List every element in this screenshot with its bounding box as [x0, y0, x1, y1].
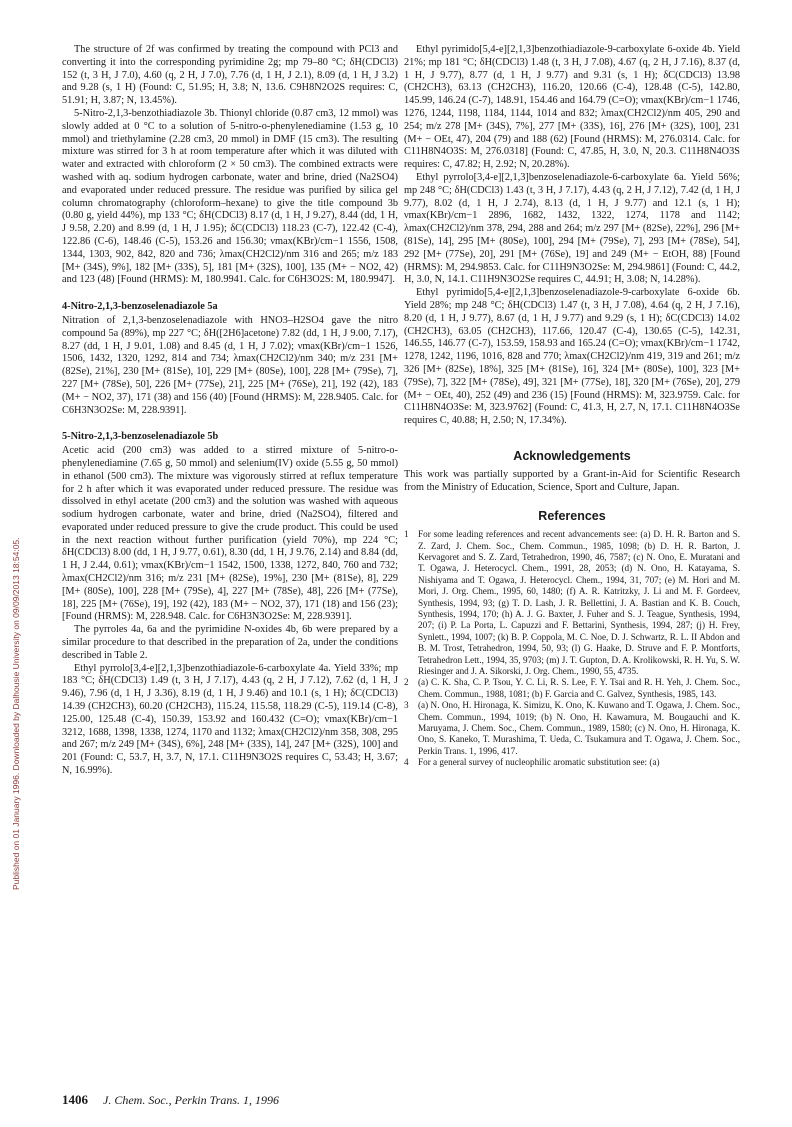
heading-5a: 4-Nitro-2,1,3-benzoselenadiazole 5a: [62, 301, 218, 313]
right-column: [404, 44, 740, 769]
references-heading: References: [538, 509, 606, 524]
reference-text: (a) N. Ono, H. Hironaga, K. Simizu, K. Ono, K. Kuwano and T. Ogawa, J. Chem. Soc., Chem. Commun., 1994, 1019; (b) N. Ono, H. Kawamura, M. Bougauchi and K. Maruyama, J. Chem. Soc., Chem. Commun., 1989, 1580; (c) N. Ono, H. Hironaga, K. Ono, S. Kaneko, T. Murashima, T. Ueda, C. Tsukamura and T. Ogawa, J. Chem. Soc., Perkin Trans. 1, 1996, 417.: [418, 700, 740, 756]
reference-item: [404, 529, 740, 677]
reference-list: [404, 529, 740, 769]
reference-number: 3: [404, 700, 409, 711]
acknowledgements-heading: Acknowledgements: [513, 448, 631, 463]
download-note-text: Published on 01 January 1996. Downloaded by Dalhousie University on 09/09/2013 18:54:05.: [11, 537, 21, 890]
paragraph-6b: Ethyl pyrimido[5,4-e][2,1,3]benzoselenadiazole-9-carboxylate 6-oxide 6b. Yield 28%; mp 248 °C; δH(CDCl3) 1.47 (t, 3 H, J 7.08), 4.64 (q, 2 H, J 7.16), 8.20 (d, 1 H, J 9.77), 8.67 (d, 1 H, J 9.77) and 9.29 (s, 1 H); δC(CDCl3) 14.02 (CH2CH3), 63.05 (CH2CH3), 117.66, 120.47 (C-4), 130.65 (C-5), 142.31, 146.55, 146.77 (C-7), 153.59, 158.93 and 165.24 (C=O); νmax(KBr)/cm−1 1742, 1278, 1242, 1196, 1016, 828 and 770; λmax(CH2Cl2)/nm 419, 319 and 261; m/z 326 [M+ (82Se), 18%], 325 [M+ (81Se), 16], 324 [M+ (80Se), 100], 323 [M+ (79Se), 7], 322 [M+ (78Se), 49], 321 [M+ (77Se), 18], 320 [M+ (76Se), 20], 279 (M+ − OEt, 40), 252 (49) and 236 (15) [Found (HRMS): M, 323.9759. Calc. for C11H8N4O3Se: M, 323.9762] (Found: C, 41.3, H, 2.7, N, 17.1. C11H8N4O3Se requires C, 40.88; H, 2.50; N, 17.34%).: [404, 287, 741, 427]
journal-citation: J. Chem. Soc., Perkin Trans. 1, 1996: [103, 1093, 279, 1107]
reference-number: 1: [404, 529, 409, 540]
reference-text: (a) C. K. Sha, C. P. Tsou, Y. C. Li, R. S. Lee, F. Y. Tsai and R. H. Yeh, J. Chem. Soc., Chem. Commun., 1988, 1081; (b) F. Garcia and C. Galvez, Synthesis, 1985, 143.: [418, 677, 740, 699]
reference-text: For some leading references and recent advancements see: (a) D. H. R. Barton and S. Z. Zard, J. Chem. Soc., Chem. Commun., 1985, 1098; (b) D. H. R. Barton, J. Kervagoret and S. Z. Zard, Tetrahedron, 1990, 46, 7587; (c) N. Ono, E. Muratani and T. Ogawa, J. Heterocycl. Chem., 1991, 28, 2053; (d) N. Ono, H. Katayama, S. Nishiyama and T. Ogawa, J. Heterocycl. Chem., 1994, 31, 707; (e) M. Hori and M. Mori, J. Org. Chem., 1995, 60, 1480; (f) A. R. Katritzky, J. Li and M. F. Gordeev, Synthesis, 1994, 93; (g) T. D. Lash, J. R. Bellettini, J. A. Bastian and K. B. Couch, Synthesis, 1994, 170; (h) A. J. G. Baxter, J. Fuher and S. J. Teague, Synthesis, 1994, 207; (i) P. La Porta, L. Capuzzi and F. Bettarini, Synthesis, 1994, 287; (j) H. Frey, Synlett., 1994, 1007; (k) B. P. Coppola, M. C. Noe, D. J. Schwartz, R. L. II Abdon and B. M. Trost, Tetrahedron, 1994, 50, 93; (l) G. Haake, D. Struve and F. P. Montforts, Tetrahedron Lett., 1994, 35, 9703; (m) J. T. Gupton, D. A. Krolikowski, R. H. Yu, S. W. Riesinger and J. A. Sikorski, J. Org. Chem., 1990, 55, 4735.: [418, 529, 741, 676]
paragraph-6a: Ethyl pyrrolo[3,4-e][2,1,3]benzoselenadiazole-6-carboxylate 6a. Yield 56%; mp 248 °C; δH(CDCl3) 1.43 (t, 3 H, J 7.17), 4.43 (q, 2 H, J 7.12), 7.42 (d, 1 H, J 9.77), 8.02 (d, 1 H, J 2.74), 8.13 (d, 1 H, J 9.77) and 12.1 (s, 1 H); νmax(KBr)/cm−1 2896, 1682, 1432, 1322, 1274, 1178 and 1142; λmax(CH2Cl2)/nm 378, 294, 288 and 264; m/z 297 [M+ (82Se), 22%], 296 [M+ (81Se), 14], 295 [M+ (80Se), 100], 294 [M+ (79Se), 7], 293 [M+ (78Se), 54], 292 [M+ (77Se), 20], 291 [M+ (76Se), 19] and 249 (M+ − EtOH, 88) [Found (HRMS): M, 294.9853. Calc. for C11H9N3O2Se: M, 294.9861] (Found: C, 44.2, H, 3.0, N, 14.1. C11H9N3O2Se requires C, 44.91; H, 3.08; N, 14.28%).: [404, 171, 740, 286]
reference-item: [404, 700, 740, 757]
page-number: 1406: [62, 1092, 88, 1107]
paragraph-pyrroles: The pyrroles 4a, 6a and the pyrimidine N-oxides 4b, 6b were prepared by a similar procedure to that described in the preparation of 2a, under the conditions described in Table 2.: [62, 624, 398, 661]
heading-5b: 5-Nitro-2,1,3-benzoselenadiazole 5b: [62, 431, 219, 443]
page-footer: [62, 1092, 279, 1108]
paragraph-2g: The structure of 2f was confirmed by treating the compound with PCl3 and converting it into the corresponding pyrimidine 2g; mp 79–80 °C; δH(CDCl3) 152 (t, 3 H, J 7.0), 4.60 (q, 2 H, J 7.0), 7.76 (d, 1 H, J 2.1), 8.09 (d, 1 H, J 3.2) and 9.28 (s, 1 H) (Found: C, 51.95; H, 3.8; N, 13.6. C9H8N2O2S requires: C, 51.91; H, 3.87; N, 13.45%).: [62, 44, 398, 107]
paragraph-4a: Ethyl pyrrolo[3,4-e][2,1,3]benzothiadiazole-6-carboxylate 4a. Yield 33%; mp 183 °C; δH(CDCl3) 1.49 (t, 3 H, J 7.17), 4.43 (q, 2 H, J 7.12), 7.62 (d, 1 H, J 9.46), 7.96 (d, 1 H, J 3.36), 8.19 (d, 1 H, J 9.46) and 10.1 (s, 1 H); δC(CDCl3) 14.39 (CH2CH3), 60.20 (CH2CH3), 115.24, 115.58, 118.29 (C-5), 119.14 (C-8), 125.00, 125.48 (C-4), 150.39, 153.92 and 160.432 (C=O); νmax(KBr)/cm−1 3212, 1688, 1398, 1338, 1274, 1170 and 1132; λmax(CH2Cl2)/nm 358, 308, 295 and 267; m/z 249 [M+ (34S), 6%], 248 [M+ (33S), 14], 247 [M+ (32S), 100] and 201 (Found: C, 53.7, H, 3.7, N, 17.1. C11H9N3O2S requires C, 53.43; H, 3.67; N, 16.99%).: [62, 662, 398, 777]
paragraph-5a: Nitration of 2,1,3-benzoselenadiazole with HNO3–H2SO4 gave the nitro compound 5a (89%), mp 227 °C; δH([2H6]acetone) 7.82 (dd, 1 H, J 9.00, 7.17), 8.27 (dd, 1 H, J 9.01, 1.08) and 8.45 (d, 1 H, J 7.02); νmax(KBr)/cm−1 1526, 1506, 1432, 1320, 1292, 814 and 734; λmax(CH2Cl2)/nm 340; m/z 231 [M+ (82Se), 21%], 230 [M+ (81Se), 10], 229 [M+ (80Se), 100], 228 [M+ (79Se), 7], 227 [M+ (78Se), 50], 226 [M+ (77Se), 21], 225 [M+ (76Se), 21], 192 (42), 183 (M+ − NO2, 37), 171 (38) and 156 (40) [Found (HRMS): M, 228.9405. Calc. for C6H3N3O2Se: M, 228.9391].: [62, 314, 398, 416]
paragraph-5b: Acetic acid (200 cm3) was added to a stirred mixture of 5-nitro-o-phenylenediamine (7.65 g, 50 mmol) and selenium(IV) oxide (5.55 g, 50 mmol) in ethanol (500 cm3). The mixture was vigorously stirred at reflux temperature for 2 h after which it was evaporated under reduced pressure. The residue was dissolved in ethyl acetate (200 cm3) and the solution was washed with aqueous sodium hydrogen carbonate, water and brine, dried (Na2SO4), filtered and evaporated under reduced pressure to give the crude product. This could be used in the next reaction without further purification (yield 70%), mp 224 °C; δH(CDCl3) 8.00 (dd, 1 H, J 9.77, 0.61), 8.30 (dd, 1 H, J 9.76, 2.14) and 8.84 (dd, 1 H, J 2.44, 0.61); νmax(KBr)/cm−1 1542, 1500, 1338, 1272, 840, 760 and 732; λmax(CH2Cl2)/nm 316; m/z 231 [M+ (82Se), 19%], 230 [M+ (81Se), 8], 229 [M+ (80Se), 100], 228 [M+ (79Se), 4], 227 [M+ (78Se), 48], 226 [M+ (77Se), 18], 225 [M+ (76Se), 19], 192 (42), 183 (M+ − NO2, 37), 171 (18) and 156 (23); [Found (HRMS): M, 228.948. Calc. for C6H3N3O2Se: M, 228.9391].: [62, 445, 398, 623]
acknowledgements-text: This work was partially supported by a Grant-in-Aid for Scientific Research from the Ministry of Education, Science, Sport and Culture, Japan.: [404, 468, 740, 493]
reference-number: 4: [404, 757, 409, 768]
reference-text: For a general survey of nucleophilic aromatic substitution see: (a): [418, 757, 660, 768]
paragraph-4b: Ethyl pyrimido[5,4-e][2,1,3]benzothiadiazole-9-carboxylate 6-oxide 4b. Yield 21%; mp 181 °C; δH(CDCl3) 1.48 (t, 3 H, J 7.08), 4.67 (q, 2 H, J 7.16), 8.37 (d, 1 H, J 9.77), 8.77 (d, 1 H, J 9.77) and 9.31 (s, 1 H); δC(CDCl3) 13.98 (CH2CH3), 63.13 (CH2CH3), 116.20, 120.66 (C-4), 128.48 (C-5), 142.80, 145.99, 146.24 (C-7), 148.91, 154.46 and 164.79 (C=O); νmax(KBr)/cm−1 1746, 1276, 1244, 1198, 1184, 1144, 1014 and 832; λmax(CH2Cl2)/nm 405, 290 and 254; m/z 278 [M+ (34S), 7%], 277 [M+ (33S), 16], 276 [M+ (32S), 100], 231 (M+ − OEt, 47), 204 (79) and 188 (62) [Found (HRMS): M, 276.0314. Calc. for C11H8N4O3S: M, 276.0318] (Found: C, 47.85, H, 3.0, N, 20.3. C11H8N4O3S requires: C, 47.82; H, 2.92; N, 20.28%).: [404, 44, 741, 171]
reference-number: 2: [404, 677, 409, 688]
download-note: [5, 300, 21, 890]
paragraph-3b: 5-Nitro-2,1,3-benzothiadiazole 3b. Thionyl chloride (0.87 cm3, 12 mmol) was slowly added at 0 °C to a solution of 5-nitro-o-phenylenediamine (1.53 g, 10 mmol) and triethylamine (2.28 cm3, 20 mmol) in DMF (15 cm3). The resulting mixture was stirred for 3 h at room temperature after which it was diluted with water and extracted with chloroform (2 × 50 cm3). The combined extracts were washed with aq. sodium hydrogen carbonate, water and brine, dried (Na2SO4) and evaporated under reduced pressure. The residue was purified by silica gel column chromatography (chloroform–hexane) to give the title compound 3b (0.80 g, yield 44%), mp 133 °C; δH(CDCl3) 8.17 (d, 1 H, J 9.27), 8.44 (dd, 1 H, J 9.58, 2.20) and 8.99 (d, 1 H, J 1.95); δC(CDCl3) 118.23 (C-7), 122.42 (C-4), 122.86 (C-6), 148.46 (C-5), 153.26 and 156.30; νmax(KBr)/cm−1 1556, 1508, 1344, 1303, 902, 842, 820 and 736; λmax(CH2Cl2)/nm 316 and 265; m/z 183 [M+ (34S), 9%], 182 [M+ (33S), 5], 181 [M+ (32S), 100], 135 (M+ − NO2, 42) and 123 (48) [Found (HRMS): M, 180.9941. Calc. for C6H3O2S: M, 180.9947].: [62, 107, 398, 286]
left-column: [62, 44, 398, 778]
reference-item: [404, 757, 740, 768]
reference-item: [404, 677, 740, 700]
